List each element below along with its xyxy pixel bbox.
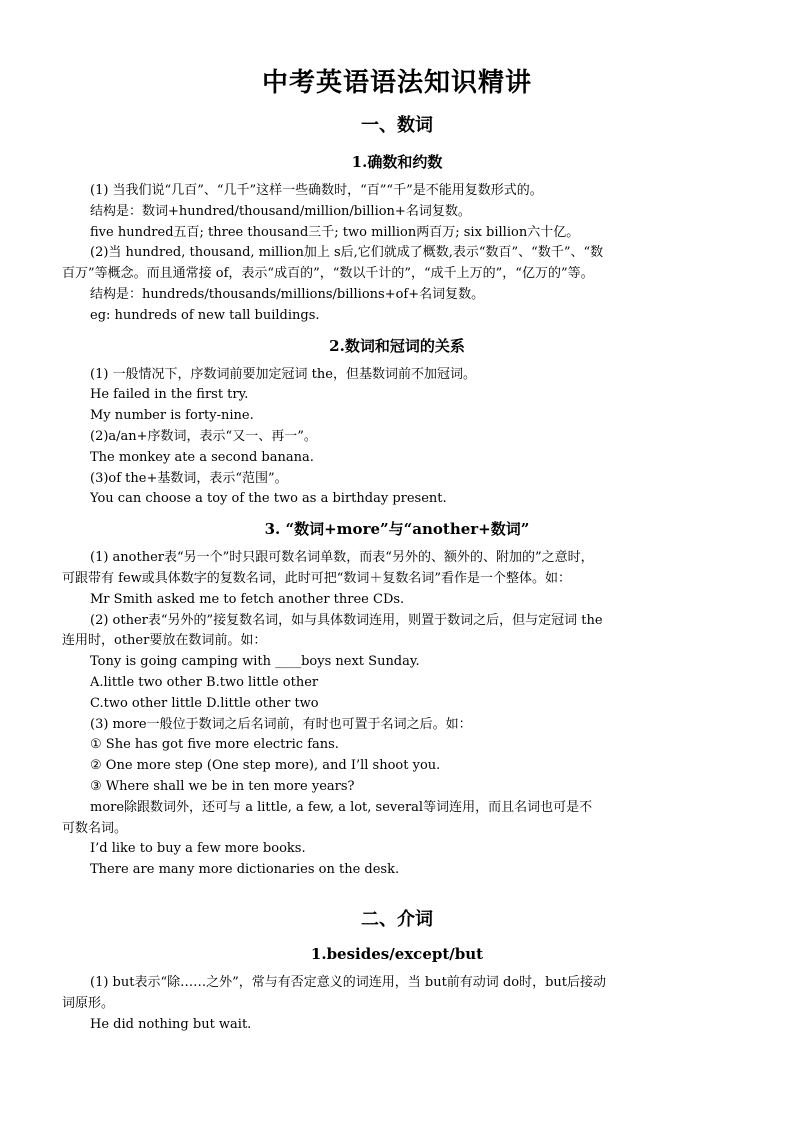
example-sentence: He failed in the first try. <box>90 387 249 403</box>
example-sentence: ① She has got five more electric fans. <box>90 737 339 753</box>
example-sentence: I’d like to buy a few more books. <box>90 841 306 857</box>
paragraph-line: (1) but表示“除……之外”，常与有否定意义的词连用，当 but前有动词 do时，but后接动 <box>90 974 607 990</box>
option-line: C.two other little D.little other two <box>90 695 319 711</box>
paragraph-line: 连用时，other要放在数词前。如： <box>62 633 267 649</box>
paragraph-line: 可数名词。 <box>62 820 128 836</box>
example-sentence: My number is forty-nine. <box>90 408 254 424</box>
paragraph-line: five hundred五百; three thousand三千; two million两百万; six billion六十亿。 <box>90 224 580 240</box>
subheading-numeral-article: 2.数词和冠词的关系 <box>329 336 465 355</box>
paragraph-line: more除跟数词外，还可与 a little, a few, a lot, several等词连用，而且名词也可是不 <box>90 799 593 815</box>
paragraph-line: eg: hundreds of new tall buildings. <box>90 307 320 323</box>
example-sentence: The monkey ate a second banana. <box>90 449 314 465</box>
paragraph-line: 可跟带有 few或具体数字的复数名词，此时可把“数词＋复数名词”看作是一个整体。如： <box>62 570 572 586</box>
example-sentence: ③ Where shall we be in ten more years? <box>90 778 355 794</box>
paragraph-line: (2)a/an+序数词，表示“又一、再一”。 <box>90 428 317 444</box>
section-heading-prepositions: 二、介词 <box>361 908 433 930</box>
paragraph-line: 结构是：hundreds/thousands/millions/billions+of+名词复数。 <box>90 286 485 302</box>
subheading-besides-except-but: 1.besides/except/but <box>310 944 484 963</box>
paragraph-line: 百万”等概念。而且通常接 of，表示“成百的”，“数以千计的”，“成千上万的”，“亿万的”等。 <box>62 266 594 282</box>
example-sentence: ② One more step (One step more), and I’ll shoot you. <box>90 758 441 774</box>
example-sentence: There are many more dictionaries on the desk. <box>90 862 400 878</box>
section-heading-numerals: 一、数词 <box>361 115 433 136</box>
example-sentence: He did nothing but wait. <box>90 1016 252 1032</box>
paragraph-line: (2)当 hundred, thousand, million加上 s后,它们就成了概数,表示“数百”、“数千”、“数 <box>90 245 604 261</box>
paragraph-line: 词原形。 <box>62 995 115 1011</box>
paragraph-line: (1) another表“另一个”时只跟可数名词单数，而表“另外的、额外的、附加的”之意时， <box>90 550 594 566</box>
paragraph-line: 结构是：数词+hundred/thousand/million/billion+名词复数。 <box>90 203 471 219</box>
paragraph-line: (2) other表“另外的”接复数名词，如与具体数词连用，则置于数词之后，但与定冠词 the <box>90 612 603 628</box>
subheading-more-another: 3. “数词+more”与“another+数词” <box>264 520 530 539</box>
paragraph-line: (3)of the+基数词，表示“范围”。 <box>90 470 288 486</box>
page-title: 中考英语语法知识精讲 <box>261 68 532 98</box>
subheading-exact-approx: 1.确数和约数 <box>351 153 443 171</box>
example-sentence: Tony is going camping with ____boys next Sunday. <box>90 654 420 670</box>
example-sentence: You can choose a toy of the two as a birthday present. <box>90 491 447 507</box>
paragraph-line: (1) 当我们说“几百”、“几千”这样一些确数时，“百”“千”是不能用复数形式的。 <box>90 183 543 198</box>
paragraph-line: (3) more一般位于数词之后名词前，有时也可置于名词之后。如： <box>90 716 472 732</box>
option-line: A.little two other B.two little other <box>90 674 319 690</box>
paragraph-line: (1) 一般情况下，序数词前要加定冠词 the，但基数词前不加冠词。 <box>90 366 476 382</box>
example-sentence: Mr Smith asked me to fetch another three CDs. <box>90 591 405 607</box>
